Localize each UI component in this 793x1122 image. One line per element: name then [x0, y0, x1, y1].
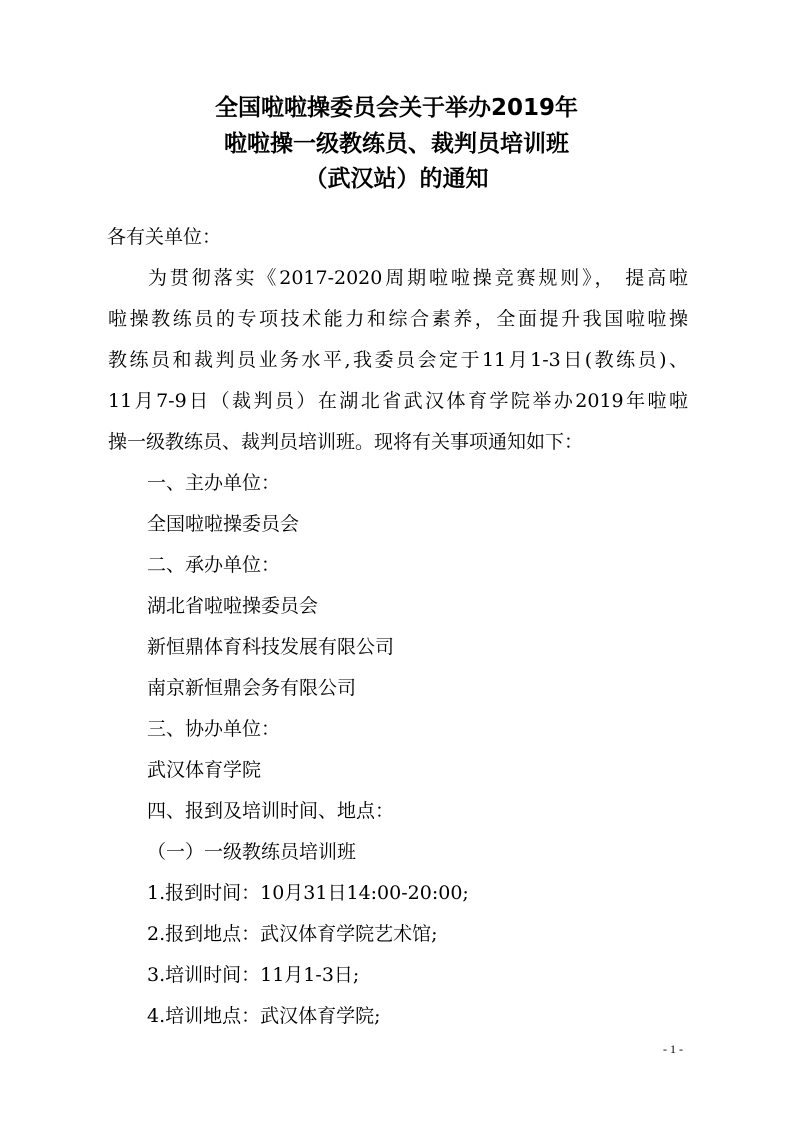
- training-location: 4.培训地点：武汉体育学院;: [147, 1005, 381, 1027]
- document-title-line-2: 啦啦操一级教练员、裁判员培训班: [224, 131, 569, 157]
- host-name-2: 新恒鼎体育科技发展有限公司: [147, 636, 395, 658]
- host-name-1: 湖北省啦啦操委员会: [147, 595, 319, 617]
- document-title-line-1: 全国啦啦操委员会关于举办2019年: [214, 95, 578, 121]
- intro-paragraph: [108, 265, 688, 470]
- section-heading-host: 二、承办单位：: [147, 554, 281, 576]
- intro-line-5: 操一级教练员、裁判员培训班。现将有关事项通知如下：: [108, 431, 584, 453]
- salutation: 各有关单位：: [107, 226, 222, 248]
- organizer-name: 全国啦啦操委员会: [147, 513, 300, 535]
- intro-line-4: 11月7-9日（裁判员）在湖北省武汉体育学院举办2019年啦啦: [108, 390, 688, 412]
- registration-location: 2.报到地点：武汉体育学院艺术馆;: [147, 923, 438, 945]
- document-title-line-3: （武汉站）的通知: [304, 166, 489, 192]
- section-heading-schedule: 四、报到及培训时间、地点：: [147, 800, 395, 822]
- host-name-3: 南京新恒鼎会务有限公司: [147, 677, 357, 699]
- intro-line-2: 啦操教练员的专项技术能力和综合素养，全面提升我国啦啦操: [108, 308, 688, 330]
- page-number: - 1 -: [663, 1042, 683, 1056]
- section-heading-organizer: 一、主办单位：: [147, 472, 281, 494]
- intro-line-1: 为贯彻落实《2017-2020周期啦啦操竞赛规则》， 提高啦: [148, 267, 688, 289]
- co-organizer-name: 武汉体育学院: [147, 759, 262, 781]
- section-heading-co-organizer: 三、协办单位：: [147, 718, 281, 740]
- intro-line-3: 教练员和裁判员业务水平,我委员会定于11月1-3日(教练员)、: [108, 349, 688, 371]
- training-time: 3.培训时间：11月1-3日;: [147, 964, 360, 986]
- registration-time: 1.报到时间：10月31日14:00-20:00;: [147, 882, 469, 904]
- subsection-coach-training: （一）一级教练员培训班: [147, 841, 357, 863]
